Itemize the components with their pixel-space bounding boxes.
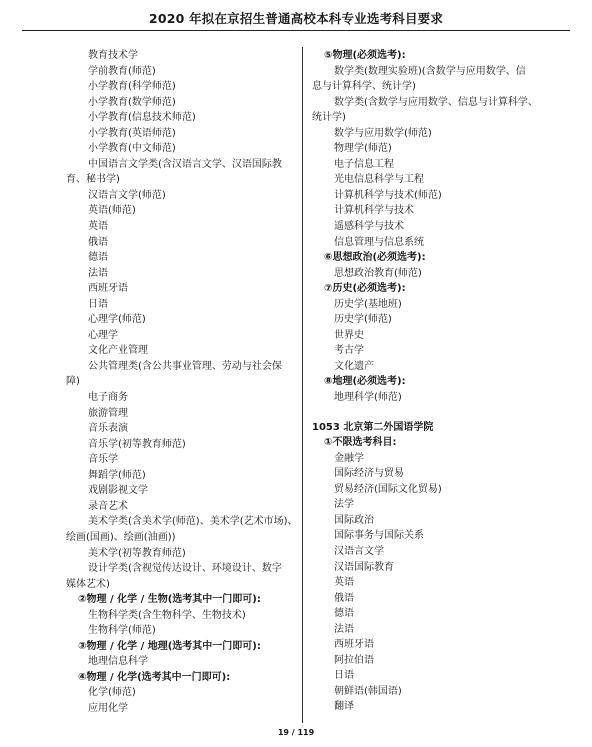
- major-item: 日语: [88, 298, 108, 310]
- major-item: 音乐学: [88, 454, 118, 466]
- major-item: 育、秘书学): [66, 174, 120, 186]
- major-item: 绘画(国画)、绘画(油画)): [66, 531, 176, 543]
- major-item: 中国语言文学类(含汉语言文学、汉语国际教: [88, 158, 282, 170]
- major-item: 戏剧影视文学: [88, 485, 148, 497]
- section-heading: ③物理 / 化学 / 地理(选考其中一门即可):: [78, 640, 261, 652]
- major-item: 日语: [334, 670, 354, 682]
- section-heading: ①不限选考科目:: [324, 437, 397, 449]
- page-number: 19 / 119: [277, 728, 315, 737]
- major-item: 音乐学(初等教育师范): [88, 438, 186, 450]
- section-heading: ②物理 / 化学 / 生物(选考其中一门即可):: [78, 594, 261, 606]
- major-item: 小学教育(信息技术师范): [88, 112, 196, 124]
- spacer: [312, 406, 552, 420]
- major-item: 俄语: [88, 236, 108, 248]
- major-item: 遥感科学与技术: [334, 221, 404, 233]
- major-item: 媒体艺术): [66, 578, 110, 590]
- page-title: 2020 年拟在京招生普通高校本科专业选考科目要求: [148, 11, 444, 26]
- major-item: 教育技术学: [88, 50, 138, 61]
- major-item: 小学教育(数学师范): [88, 96, 176, 108]
- major-item: 朝鲜语(韩国语): [334, 685, 402, 697]
- major-item: 计算机科学与技术: [334, 205, 414, 217]
- major-item: 考古学: [334, 345, 364, 357]
- section-heading: ⑦历史(必须选考):: [324, 283, 406, 295]
- major-item: 光电信息科学与工程: [334, 174, 424, 186]
- major-item: 美术学类(含美术学(师范)、美术学(艺术市场)、: [88, 516, 298, 528]
- major-item: 障): [66, 376, 80, 388]
- major-item: 法学: [334, 499, 354, 511]
- major-item: 法语: [334, 623, 354, 635]
- major-item: 美术学(初等教育师范): [88, 547, 186, 559]
- major-item: 学前教育(师范): [88, 65, 156, 77]
- major-item: 英语: [88, 221, 108, 233]
- major-item: 旅游管理: [88, 407, 128, 419]
- right-column: [312, 48, 552, 715]
- major-item: 录音艺术: [88, 500, 128, 512]
- major-item: 电子信息工程: [334, 158, 394, 170]
- major-item: 贸易经济(国际文化贸易): [334, 483, 442, 495]
- major-item: 汉语国际教育: [334, 561, 394, 573]
- university-heading: 1053 北京第二外国语学院: [312, 421, 434, 433]
- header-rule: [22, 30, 570, 31]
- major-item: 国际经济与贸易: [334, 468, 404, 480]
- major-item: 生物科学类(含生物科学、生物技术): [88, 609, 246, 621]
- column-divider: [302, 47, 303, 723]
- major-item: 心理学(师范): [88, 314, 146, 326]
- major-item: 化学(师范): [88, 687, 136, 699]
- section-heading: ⑤物理(必须选考):: [324, 50, 406, 61]
- section-heading: ④物理 / 化学(选考其中一门即可):: [78, 671, 231, 683]
- major-item: 国际事务与国际关系: [334, 530, 424, 542]
- major-item: 设计学类(含视觉传达设计、环境设计、数字: [88, 563, 282, 575]
- major-item: 计算机科学与技术(师范): [334, 189, 442, 201]
- major-item: 汉语言文学: [334, 545, 384, 557]
- major-item: 地理信息科学: [88, 656, 148, 668]
- major-item: 英语: [334, 577, 354, 589]
- major-item: 西班牙语: [334, 639, 374, 651]
- major-item: 应用化学: [88, 702, 128, 714]
- major-item: 数学类(含数学与应用数学、信息与计算科学、: [334, 96, 538, 108]
- major-item: 数学与应用数学(师范): [334, 127, 432, 139]
- major-item: 息与计算科学、统计学): [312, 81, 416, 93]
- major-item: 阿拉伯语: [334, 654, 374, 666]
- major-item: 小学教育(中文师范): [88, 143, 176, 155]
- major-item: 历史学(师范): [334, 314, 392, 326]
- major-item: 国际政治: [334, 514, 374, 526]
- major-item: 小学教育(科学师范): [88, 81, 176, 93]
- major-item: 翻译: [334, 701, 354, 713]
- major-item: 地理科学(师范): [334, 392, 402, 404]
- major-item: 公共管理类(含公共事业管理、劳动与社会保: [88, 360, 282, 372]
- major-item: 思想政治教育(师范): [334, 267, 422, 279]
- major-item: 德语: [334, 608, 354, 620]
- major-item: 金融学: [334, 452, 364, 464]
- major-item: 数学类(数理实验班)(含数学与应用数学、信: [334, 65, 526, 77]
- major-item: 音乐表演: [88, 423, 128, 435]
- major-item: 西班牙语: [88, 283, 128, 295]
- major-item: 文化遗产: [334, 360, 374, 372]
- section-heading: ⑥思想政治(必须选考):: [324, 252, 426, 264]
- major-item: 世界史: [334, 329, 364, 341]
- section-heading: ⑧地理(必须选考):: [324, 376, 406, 388]
- major-item: 汉语言文学(师范): [88, 189, 166, 201]
- major-item: 小学教育(英语师范): [88, 127, 176, 139]
- major-item: 俄语: [334, 592, 354, 604]
- major-item: 文化产业管理: [88, 345, 148, 357]
- major-item: 电子商务: [88, 392, 128, 404]
- major-item: 心理学: [88, 329, 118, 341]
- major-item: 舞蹈学(师范): [88, 469, 146, 481]
- major-item: 生物科学(师范): [88, 625, 156, 637]
- major-item: 统计学): [312, 112, 346, 124]
- major-item: 信息管理与信息系统: [334, 236, 424, 248]
- major-item: 历史学(基地班): [334, 298, 402, 310]
- major-item: 物理学(师范): [334, 143, 392, 155]
- major-item: 德语: [88, 252, 108, 264]
- major-item: 英语(师范): [88, 205, 136, 217]
- major-item: 法语: [88, 267, 108, 279]
- left-column: [66, 48, 300, 717]
